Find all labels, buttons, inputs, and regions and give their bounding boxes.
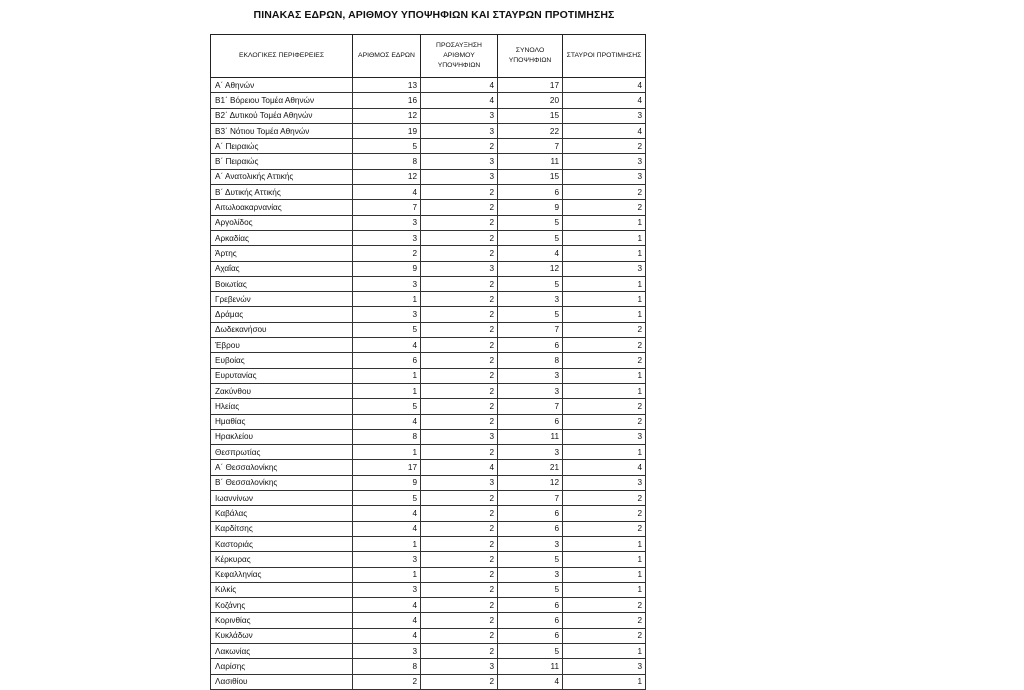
preference-cell: 1 [563,368,646,383]
seats-cell: 3 [353,643,421,658]
increase-cell: 2 [421,445,498,460]
preference-cell: 2 [563,628,646,643]
seats-table-container [210,34,645,690]
total-cell: 3 [498,368,563,383]
table-row [211,108,646,123]
seats-cell: 3 [353,552,421,567]
preference-cell: 2 [563,521,646,536]
increase-cell: 2 [421,613,498,628]
total-cell: 6 [498,521,563,536]
header-seats: ΑΡΙΘΜΟΣ ΕΔΡΩΝ [353,35,421,78]
table-header [211,35,646,78]
increase-cell: 4 [421,93,498,108]
table-row [211,460,646,475]
table-row [211,429,646,444]
document-title [0,9,868,21]
total-cell: 12 [498,475,563,490]
seats-cell: 4 [353,414,421,429]
preference-cell: 1 [563,292,646,307]
table-row [211,368,646,383]
seats-cell: 9 [353,475,421,490]
increase-cell: 4 [421,460,498,475]
seats-cell: 4 [353,521,421,536]
preference-cell: 2 [563,322,646,337]
district-name-cell: Β΄ Δυτικής Αττικής [211,185,353,200]
preference-cell: 2 [563,598,646,613]
district-name-cell: Ευβοίας [211,353,353,368]
preference-cell: 2 [563,200,646,215]
increase-cell: 2 [421,582,498,597]
preference-cell: 2 [563,613,646,628]
district-name-cell: Β1΄ Βόρειου Τομέα Αθηνών [211,93,353,108]
total-cell: 7 [498,322,563,337]
district-name-cell: Λασιθίου [211,674,353,689]
preference-cell: 2 [563,491,646,506]
preference-cell: 1 [563,307,646,322]
table-row [211,123,646,138]
preference-cell: 4 [563,123,646,138]
preference-cell: 2 [563,353,646,368]
total-cell: 6 [498,613,563,628]
district-name-cell: Δράμας [211,307,353,322]
total-cell: 5 [498,307,563,322]
seats-cell: 5 [353,399,421,414]
seats-cell: 2 [353,246,421,261]
total-cell: 7 [498,139,563,154]
total-cell: 6 [498,506,563,521]
increase-cell: 3 [421,169,498,184]
preference-cell: 3 [563,475,646,490]
preference-cell: 4 [563,460,646,475]
preference-cell: 1 [563,276,646,291]
table-row [211,552,646,567]
increase-cell: 2 [421,139,498,154]
total-cell: 9 [498,200,563,215]
preference-cell: 1 [563,445,646,460]
seats-cell: 8 [353,154,421,169]
total-cell: 8 [498,353,563,368]
seats-cell: 2 [353,674,421,689]
total-cell: 5 [498,276,563,291]
district-name-cell: Α΄ Ανατολικής Αττικής [211,169,353,184]
seats-cell: 1 [353,292,421,307]
total-cell: 3 [498,536,563,551]
seats-cell: 6 [353,353,421,368]
table-row [211,613,646,628]
seats-cell: 16 [353,93,421,108]
seats-cell: 1 [353,567,421,582]
district-name-cell: Κορινθίας [211,613,353,628]
district-name-cell: Κεφαλληνίας [211,567,353,582]
total-cell: 7 [498,399,563,414]
preference-cell: 2 [563,185,646,200]
preference-cell: 3 [563,108,646,123]
seats-cell: 1 [353,536,421,551]
table-row [211,139,646,154]
increase-cell: 3 [421,429,498,444]
increase-cell: 2 [421,383,498,398]
preference-cell: 3 [563,659,646,674]
total-cell: 6 [498,414,563,429]
total-cell: 22 [498,123,563,138]
increase-cell: 3 [421,123,498,138]
document-title-text: ΠΙΝΑΚΑΣ ΕΔΡΩΝ, ΑΡΙΘΜΟΥ ΥΠΟΨΗΦΙΩΝ ΚΑΙ ΣΤΑΥΡΩΝ ΠΡΟΤΙΜΗΣΗΣ [253,9,615,21]
increase-cell: 3 [421,659,498,674]
preference-cell: 1 [563,246,646,261]
increase-cell: 2 [421,338,498,353]
table-row [211,521,646,536]
total-cell: 4 [498,674,563,689]
table-row [211,506,646,521]
table-row [211,185,646,200]
district-name-cell: Β3΄ Νότιου Τομέα Αθηνών [211,123,353,138]
total-cell: 11 [498,429,563,444]
total-cell: 20 [498,93,563,108]
preference-cell: 1 [563,567,646,582]
district-name-cell: Α΄ Αθηνών [211,78,353,93]
increase-cell: 3 [421,108,498,123]
seats-cell: 3 [353,307,421,322]
total-cell: 6 [498,628,563,643]
increase-cell: 2 [421,643,498,658]
seats-cell: 4 [353,598,421,613]
preference-cell: 1 [563,536,646,551]
total-cell: 3 [498,445,563,460]
increase-cell: 2 [421,185,498,200]
total-cell: 15 [498,108,563,123]
district-name-cell: Κυκλάδων [211,628,353,643]
preference-cell: 3 [563,169,646,184]
seats-cell: 13 [353,78,421,93]
seats-cell: 4 [353,506,421,521]
total-cell: 3 [498,383,563,398]
seats-cell: 9 [353,261,421,276]
table-row [211,567,646,582]
increase-cell: 2 [421,368,498,383]
seats-cell: 3 [353,276,421,291]
total-cell: 17 [498,78,563,93]
total-cell: 6 [498,598,563,613]
district-name-cell: Κιλκίς [211,582,353,597]
total-cell: 12 [498,261,563,276]
preference-cell: 1 [563,383,646,398]
preference-cell: 2 [563,139,646,154]
table-row [211,414,646,429]
district-name-cell: Αχαΐας [211,261,353,276]
table-row [211,169,646,184]
preference-cell: 3 [563,429,646,444]
table-row [211,445,646,460]
increase-cell: 2 [421,506,498,521]
increase-cell: 2 [421,552,498,567]
table-row [211,93,646,108]
preference-cell: 1 [563,582,646,597]
increase-cell: 2 [421,307,498,322]
increase-cell: 2 [421,292,498,307]
seats-cell: 3 [353,215,421,230]
header-row [211,35,646,78]
total-cell: 3 [498,292,563,307]
increase-cell: 2 [421,674,498,689]
district-name-cell: Ευρυτανίας [211,368,353,383]
total-cell: 11 [498,659,563,674]
preference-cell: 1 [563,552,646,567]
total-cell: 4 [498,246,563,261]
district-name-cell: Ημαθίας [211,414,353,429]
district-name-cell: Αργολίδος [211,215,353,230]
increase-cell: 4 [421,78,498,93]
preference-cell: 3 [563,154,646,169]
seats-cell: 1 [353,383,421,398]
increase-cell: 2 [421,276,498,291]
preference-cell: 1 [563,674,646,689]
preference-cell: 2 [563,506,646,521]
district-name-cell: Ηρακλείου [211,429,353,444]
increase-cell: 2 [421,521,498,536]
total-cell: 5 [498,643,563,658]
district-name-cell: Α΄ Πειραιώς [211,139,353,154]
increase-cell: 2 [421,353,498,368]
table-row [211,536,646,551]
district-name-cell: Καβάλας [211,506,353,521]
preference-cell: 1 [563,215,646,230]
table-row [211,475,646,490]
district-name-cell: Κοζάνης [211,598,353,613]
total-cell: 5 [498,230,563,245]
table-row [211,399,646,414]
seats-cell: 12 [353,108,421,123]
table-row [211,338,646,353]
seats-cell: 19 [353,123,421,138]
seats-cell: 3 [353,230,421,245]
table-row [211,261,646,276]
district-name-cell: Β΄ Θεσσαλονίκης [211,475,353,490]
total-cell: 7 [498,491,563,506]
increase-cell: 2 [421,322,498,337]
seats-cell: 3 [353,582,421,597]
seats-cell: 7 [353,200,421,215]
district-name-cell: Γρεβενών [211,292,353,307]
table-row [211,598,646,613]
total-cell: 5 [498,215,563,230]
table-row [211,582,646,597]
table-row [211,215,646,230]
district-name-cell: Δωδεκανήσου [211,322,353,337]
increase-cell: 2 [421,215,498,230]
total-cell: 5 [498,582,563,597]
table-row [211,154,646,169]
seats-cell: 8 [353,429,421,444]
district-name-cell: Καρδίτσης [211,521,353,536]
total-cell: 11 [498,154,563,169]
district-name-cell: Κέρκυρας [211,552,353,567]
table-row [211,322,646,337]
district-name-cell: Λακωνίας [211,643,353,658]
seats-cell: 17 [353,460,421,475]
table-row [211,383,646,398]
table-row [211,659,646,674]
preference-cell: 4 [563,93,646,108]
increase-cell: 2 [421,598,498,613]
header-candidate-increase: ΠΡΟΣΑΥΞΗΣΗ ΑΡΙΘΜΟΥ ΥΠΟΨΗΦΙΩΝ [421,35,498,78]
district-name-cell: Άρτης [211,246,353,261]
district-name-cell: Αρκαδίας [211,230,353,245]
seats-cell: 4 [353,628,421,643]
table-row [211,643,646,658]
table-row [211,353,646,368]
district-name-cell: Θεσπρωτίας [211,445,353,460]
table-row [211,628,646,643]
total-cell: 5 [498,552,563,567]
table-row [211,674,646,689]
increase-cell: 2 [421,491,498,506]
seats-cell: 1 [353,445,421,460]
district-name-cell: Βοιωτίας [211,276,353,291]
seats-cell: 5 [353,491,421,506]
total-cell: 21 [498,460,563,475]
header-district: ΕΚΛΟΓΙΚΕΣ ΠΕΡΙΦΕΡΕΙΕΣ [211,35,353,78]
increase-cell: 3 [421,154,498,169]
table-row [211,292,646,307]
table-row [211,307,646,322]
increase-cell: 2 [421,567,498,582]
increase-cell: 2 [421,246,498,261]
table-body [211,78,646,690]
total-cell: 3 [498,567,563,582]
table-row [211,78,646,93]
district-name-cell: Λαρίσης [211,659,353,674]
preference-cell: 3 [563,261,646,276]
table-row [211,200,646,215]
preference-cell: 1 [563,230,646,245]
district-name-cell: Β2΄ Δυτικού Τομέα Αθηνών [211,108,353,123]
increase-cell: 2 [421,200,498,215]
seats-cell: 4 [353,613,421,628]
seats-cell: 4 [353,185,421,200]
total-cell: 15 [498,169,563,184]
increase-cell: 2 [421,230,498,245]
table-row [211,230,646,245]
increase-cell: 2 [421,399,498,414]
seats-cell: 1 [353,368,421,383]
district-name-cell: Ζακύνθου [211,383,353,398]
district-name-cell: Ηλείας [211,399,353,414]
seats-cell: 5 [353,322,421,337]
district-name-cell: Αιτωλοακαρνανίας [211,200,353,215]
seats-table [210,34,646,690]
header-total-candidates: ΣΥΝΟΛΟ ΥΠΟΨΗΦΙΩΝ [498,35,563,78]
district-name-cell: Α΄ Θεσσαλονίκης [211,460,353,475]
total-cell: 6 [498,185,563,200]
increase-cell: 2 [421,628,498,643]
increase-cell: 3 [421,475,498,490]
header-preference-votes: ΣΤΑΥΡΟΙ ΠΡΟΤΙΜΗΣΗΣ [563,35,646,78]
table-row [211,246,646,261]
preference-cell: 1 [563,643,646,658]
district-name-cell: Ιωαννίνων [211,491,353,506]
district-name-cell: Καστοριάς [211,536,353,551]
district-name-cell: Έβρου [211,338,353,353]
preference-cell: 2 [563,338,646,353]
increase-cell: 2 [421,414,498,429]
seats-cell: 5 [353,139,421,154]
seats-cell: 12 [353,169,421,184]
district-name-cell: Β΄ Πειραιώς [211,154,353,169]
preference-cell: 2 [563,399,646,414]
increase-cell: 3 [421,261,498,276]
table-row [211,276,646,291]
seats-cell: 4 [353,338,421,353]
increase-cell: 2 [421,536,498,551]
total-cell: 6 [498,338,563,353]
preference-cell: 4 [563,78,646,93]
preference-cell: 2 [563,414,646,429]
seats-cell: 8 [353,659,421,674]
table-row [211,491,646,506]
